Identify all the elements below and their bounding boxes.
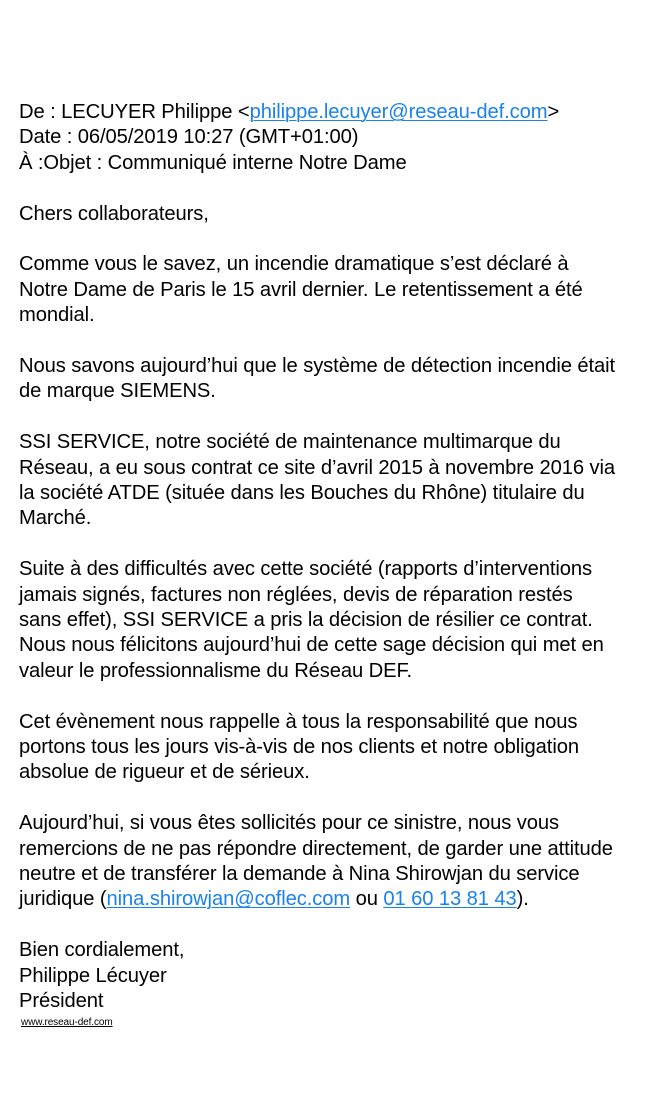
paragraph-line: de marque SIEMENS. <box>19 380 216 403</box>
signature-title: Président <box>19 990 104 1013</box>
contact-suffix: ). <box>516 888 529 911</box>
from-name: LECUYER Philippe <box>61 101 238 123</box>
greeting <box>19 202 649 227</box>
paragraph-line: valeur le professionnalisme du Réseau DEF. <box>19 659 413 682</box>
paragraph-1 <box>19 252 649 328</box>
email-content <box>19 100 649 1029</box>
paragraph-line: portons tous les jours vis-à-vis de nos clients et notre obligation <box>19 736 579 759</box>
paragraph-line: Marché. <box>19 507 92 530</box>
from-bracket-open: < <box>237 101 250 123</box>
date-label: Date : <box>19 126 78 149</box>
date-value: 06/05/2019 10:27 (GMT+01:00) <box>77 126 359 149</box>
paragraph-5 <box>19 710 649 786</box>
paragraph-6 <box>19 811 649 913</box>
paragraph-2 <box>19 354 649 405</box>
subject-value: Communiqué interne Notre Dame <box>107 151 407 174</box>
paragraph-line: jamais signés, factures non réglées, devis de réparation restés <box>19 583 573 606</box>
paragraph-line: Nous savons aujourd’hui que le système de détection incendie était <box>19 355 616 378</box>
date-line <box>19 125 649 150</box>
contact-phone-link[interactable]: 01 60 13 81 43 <box>383 888 517 911</box>
paragraph-line: Suite à des difficultés avec cette société (rapports d’interventions <box>19 558 592 581</box>
paragraph-line: Nous nous félicitons aujourd’hui de cette sage décision qui met en <box>19 634 604 657</box>
to-subject-label: À :Objet : <box>19 151 108 174</box>
paragraph-line: Comme vous le savez, un incendie dramatique s’est déclaré à <box>19 253 569 276</box>
from-bracket-close: > <box>547 101 560 123</box>
paragraph-4 <box>19 557 649 684</box>
from-email-link[interactable]: philippe.lecuyer@reseau-def.com <box>249 101 548 123</box>
greeting-line: Chers collaborateurs, <box>19 202 209 225</box>
from-line <box>19 100 649 125</box>
paragraph-line-contact <box>19 887 649 912</box>
paragraph-line: Réseau, a eu sous contrat ce site d’avril 2015 à novembre 2016 via <box>19 456 616 479</box>
paragraph-line: SSI SERVICE, notre société de maintenance multimarque du <box>19 431 561 454</box>
contact-prefix: juridique ( <box>19 888 107 911</box>
website-link[interactable]: www.reseau-def.com <box>21 1016 113 1028</box>
paragraph-line: sans effet), SSI SERVICE a pris la décision de résilier ce contrat. <box>19 609 593 632</box>
paragraph-3 <box>19 430 649 532</box>
signature-block <box>19 938 649 1028</box>
paragraph-line: Cet évènement nous rappelle à tous la responsabilité que nous <box>19 710 578 733</box>
paragraph-line: absolue de rigueur et de sérieux. <box>19 761 310 784</box>
contact-email-link[interactable]: nina.shirowjan@coflec.com <box>106 888 351 911</box>
from-label: De : <box>19 101 62 123</box>
contact-middle: ou <box>350 888 384 911</box>
subject-line <box>19 151 649 176</box>
closing-line: Bien cordialement, <box>19 939 185 962</box>
email-header <box>19 100 649 176</box>
signature-name: Philippe Lécuyer <box>19 964 167 987</box>
paragraph-line: mondial. <box>19 304 95 327</box>
paragraph-line: Notre Dame de Paris le 15 avril dernier. Le retentissement a été <box>19 278 583 301</box>
paragraph-line: Aujourd’hui, si vous êtes sollicités pour ce sinistre, nous vous <box>19 812 560 835</box>
paragraph-line: neutre et de transférer la demande à Nina Shirowjan du service <box>19 863 580 886</box>
paragraph-line: la société ATDE (située dans les Bouches du Rhône) titulaire du <box>19 482 585 505</box>
paragraph-line: remercions de ne pas répondre directement, de garder une attitude <box>19 837 613 860</box>
